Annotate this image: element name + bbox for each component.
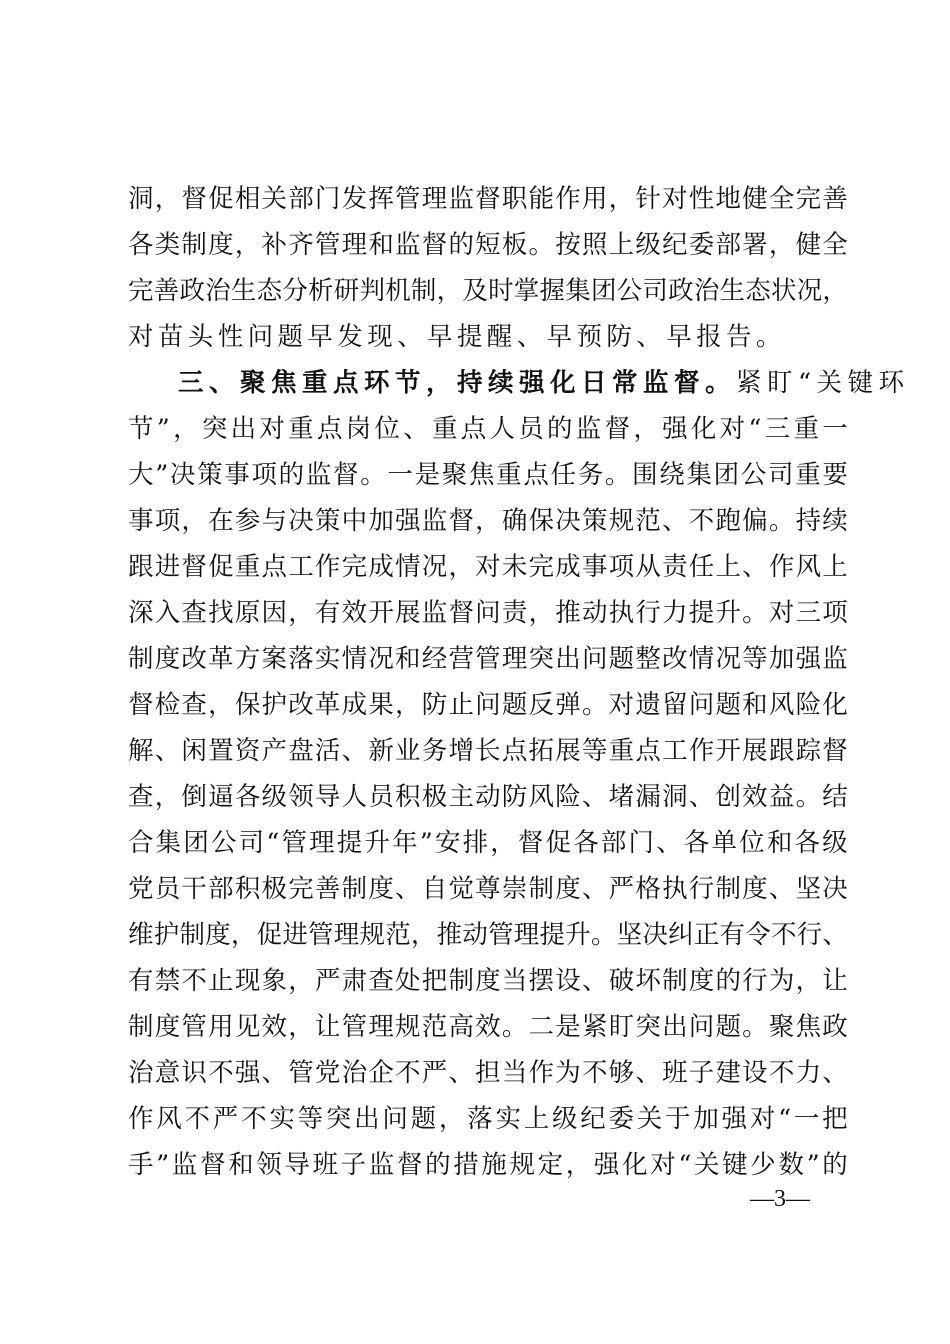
text-line: 查 ， 倒 逼 各 级 领 导 人 员 积 极 主 动 防 风 险 、 堵 漏 洞 、 创 效 益 。 结 [128,782,848,812]
text-line: 解 、 闲 置 资 产 盘 活 、 新 业 务 增 长 点 拓 展 等 重 点 工 作 开 展 跟 踪 督 [128,736,848,766]
text-line: 深 入 查 找 原 因 ， 有 效 开 展 监 督 问 责 ， 推 动 执 行 力 提 升 。 对 三 项 [128,598,848,628]
text-line: 作 风 不 严 不 实 等 突 出 问 题 ， 落 实 上 级 纪 委 关 于 加 强 对 “ 一 把 [128,1104,848,1134]
body-text [128,176,910,1188]
text-line: 洞 ， 督 促 相 关 部 门 发 挥 管 理 监 督 职 能 作 用 ， 针 对 性 地 健 全 完 善 [128,184,848,214]
text-line: 跟 进 督 促 重 点 工 作 完 成 情 况 ， 对 未 完 成 事 项 从 责 任 上 、 作 风 上 [128,552,848,582]
section-heading: 三、聚焦重点环节，持续强化日常监督。 [178,368,737,398]
text-line: 各 类 制 度 ， 补 齐 管 理 和 监 督 的 短 板 。 按 照 上 级 纪 委 部 署 ， 健 全 [128,230,848,260]
text-line: 大 ” 决 策 事 项 的 监 督 。 一 是 聚 焦 重 点 任 务 。 围 绕 集 团 公 司 重 要 [128,460,848,490]
text-line: 有 禁 不 止 现 象 ， 严 肃 查 处 把 制 度 当 摆 设 、 破 坏 制 度 的 行 为 ， 让 [128,966,848,996]
text-line: 节 ” ， 突 出 对 重 点 岗 位 、 重 点 人 员 的 监 督 ， 强 化 对 “ 三 重 一 [128,414,848,444]
text-line: 手 ” 监 督 和 领 导 班 子 监 督 的 措 施 规 定 ， 强 化 对 “ 关 键 少 数 ” 的 [128,1150,848,1180]
text-line: 紧盯“关键环 [736,368,910,398]
text-line: 党 员 干 部 积 极 完 善 制 度 、 自 觉 尊 崇 制 度 、 严 格 执 行 制 度 、 坚 决 [128,874,848,904]
text-line: 治 意 识 不 强 、 管 党 治 企 不 严 、 担 当 作 为 不 够 、 班 子 建 设 不 力 、 [128,1058,848,1088]
text-line: 督 检 查 ， 保 护 改 革 成 果 ， 防 止 问 题 反 弹 。 对 遗 留 问 题 和 风 险 化 [128,690,848,720]
text-line: 完 善 政 治 生 态 分 析 研 判 机 制 ， 及 时 掌 握 集 团 公 司 政 治 生 态 状 况 ， [128,276,848,306]
page-number: —3— [750,1186,810,1212]
text-line: 制 度 管 用 见 效 ， 让 管 理 规 范 高 效 。 二 是 紧 盯 突 出 问 题 。 聚 焦 政 [128,1012,848,1042]
text-line: 合 集 团 公 司 “ 管 理 提 升 年 ” 安 排 ， 督 促 各 部 门 、 各 单 位 和 各 级 [128,828,848,858]
text-line: 事 项 ， 在 参 与 决 策 中 加 强 监 督 ， 确 保 决 策 规 范 、 不 跑 偏 。 持 续 [128,506,848,536]
text-line: 制 度 改 革 方 案 落 实 情 况 和 经 营 管 理 突 出 问 题 整 改 情 况 等 加 强 监 [128,644,848,674]
section-heading-line [128,360,910,406]
text-line: 维 护 制 度 ， 促 进 管 理 规 范 ， 推 动 管 理 提 升 。 坚 决 纠 正 有 令 不 行 、 [128,920,848,950]
text-line: 对苗头性问题早发现、早提醒、早预防、早报告。 [128,322,786,352]
